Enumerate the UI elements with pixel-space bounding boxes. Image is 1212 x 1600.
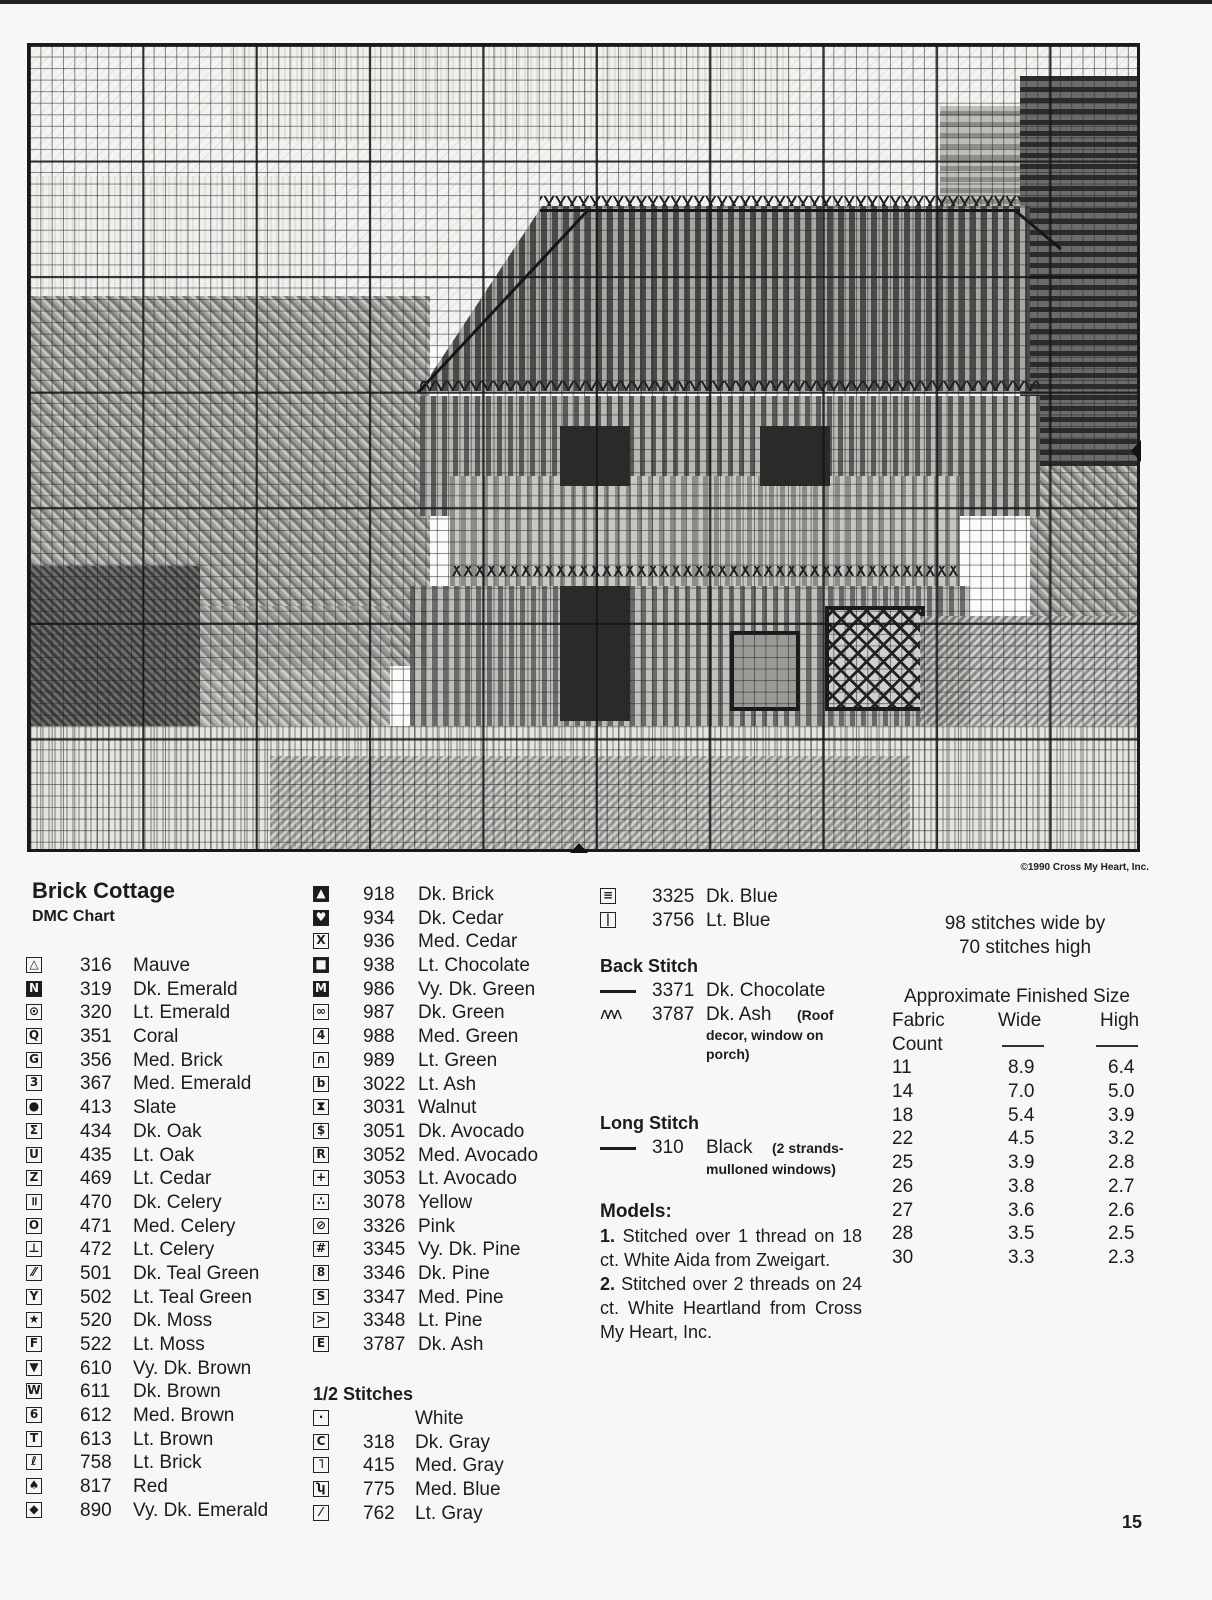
copyright-text: ©1990 Cross My Heart, Inc. [1020, 862, 1149, 873]
legend-row-3756 [600, 909, 880, 933]
color-name: Med. Green [418, 1026, 519, 1048]
dmc-number: 3022 [363, 1073, 406, 1095]
cell-wide: 5.4 [1008, 1104, 1035, 1126]
center-marker-right-icon [1131, 440, 1141, 462]
back-stitch-row-3371 [600, 979, 880, 1003]
cell-count: 18 [892, 1104, 914, 1126]
dmc-number: 612 [80, 1405, 112, 1427]
cell-wide: 3.9 [1008, 1152, 1035, 1174]
color-name: Lt. Brown [133, 1428, 214, 1450]
dmc-number: 936 [363, 931, 395, 953]
legend-row-413 [26, 1096, 296, 1120]
color-name: Med. Emerald [133, 1073, 252, 1095]
letter-w-icon: W [27, 1383, 41, 1398]
header-count: Count [892, 1033, 943, 1055]
double-slash-icon: ⁄⁄ [26, 1265, 42, 1281]
letter-y-icon: Y [26, 1289, 42, 1305]
legend-row-817 [26, 1475, 296, 1499]
cell-count: 25 [892, 1152, 914, 1174]
dmc-number: 986 [363, 978, 395, 1000]
table-row [892, 1222, 1142, 1246]
down-triangle-icon: ▼ [26, 1360, 42, 1376]
triangle-outline-icon: △ [26, 957, 42, 973]
usage-note-line3: porch) [706, 1046, 750, 1063]
long-stitch-row-310 [600, 1136, 880, 1160]
dmc-number: 469 [80, 1168, 112, 1190]
dmc-number: 3787 [363, 1334, 406, 1356]
cell-count: 26 [892, 1175, 914, 1197]
legend-row-612 [26, 1404, 296, 1428]
color-name: Lt. Brick [133, 1452, 202, 1474]
usage-note-cont [600, 1026, 880, 1064]
color-name: Walnut [418, 1097, 477, 1119]
color-name: Coral [133, 1026, 179, 1048]
legend-row-3022 [313, 1073, 583, 1097]
dmc-number: 613 [80, 1428, 112, 1450]
dmc-number: 918 [363, 884, 395, 905]
dmc-number: 319 [80, 978, 112, 1000]
legend-row-320 [26, 1001, 296, 1025]
cell-wide: 8.9 [1008, 1057, 1035, 1079]
dmc-number: 611 [80, 1381, 111, 1403]
color-name: Dk. Oak [133, 1120, 202, 1142]
dmc-number: 434 [80, 1120, 112, 1142]
cell-high: 2.7 [1108, 1175, 1135, 1197]
legend-row-367 [26, 1072, 296, 1096]
color-name: Dk. Pine [418, 1263, 490, 1284]
dmc-number: 520 [80, 1310, 112, 1332]
color-name: Dk. Avocado [418, 1120, 525, 1142]
letter-z-icon: Z [26, 1170, 42, 1186]
back-stitch-row-3787 [600, 1003, 880, 1027]
cell-wide: 4.5 [1008, 1128, 1035, 1150]
header-rule-high [1096, 1045, 1138, 1047]
legend-row-469 [26, 1167, 296, 1191]
numeral-4-icon: 4 [313, 1028, 329, 1044]
cell-high: 2.3 [1108, 1246, 1135, 1268]
cross-stitch-chart-grid [27, 43, 1140, 852]
legend-row-758 [26, 1451, 296, 1475]
dots-icon: ∴ [313, 1194, 329, 1210]
dmc-number: 3371 [652, 980, 695, 1001]
stitch-dimensions [915, 912, 1135, 960]
legend-row-987 [313, 1001, 583, 1025]
dmc-number: 988 [363, 1026, 395, 1048]
dmc-number: 472 [80, 1239, 112, 1261]
center-marker-bottom-icon [570, 843, 588, 853]
solid-line-icon [600, 1147, 636, 1150]
cell-count: 30 [892, 1246, 914, 1268]
color-name: Dk. Moss [133, 1310, 213, 1332]
dmc-number: 318 [363, 1431, 395, 1453]
dmc-number: 3326 [363, 1215, 406, 1237]
page-top-edge [0, 0, 1212, 4]
dmc-number: 310 [652, 1137, 684, 1158]
color-name: Med. Blue [415, 1479, 501, 1501]
color-name: Dk. Blue [706, 886, 778, 907]
cell-high: 2.6 [1108, 1199, 1135, 1221]
letter-x-icon: X [313, 933, 329, 949]
color-name: Mauve [133, 955, 191, 976]
legend-row-936 [313, 930, 583, 954]
header-wide: Wide [998, 1010, 1042, 1031]
dmc-number: 3346 [363, 1263, 406, 1284]
legend-row-989 [313, 1049, 583, 1073]
dmc-number: 3031 [363, 1097, 406, 1119]
legend-row-471 [26, 1215, 296, 1239]
cell-count: 22 [892, 1128, 914, 1150]
up-tack-icon: ⊥ [26, 1241, 42, 1257]
cell-wide: 3.8 [1008, 1175, 1035, 1197]
script-l-icon: ℓ [26, 1454, 42, 1470]
circle-outline-icon: O [26, 1218, 42, 1234]
wavy-line-icon: ᴧᴧᴧ [600, 1003, 620, 1023]
color-name: Lt. Avocado [418, 1168, 517, 1190]
color-name: Yellow [418, 1191, 473, 1213]
color-name: Lt. Ash [418, 1073, 477, 1095]
hook-glyph-icon: ʮ [313, 1481, 329, 1497]
legend-row-3053 [313, 1167, 583, 1191]
dmc-number: 3787 [652, 1003, 695, 1025]
usage-note-line2: decor, window on [706, 1027, 824, 1044]
dmc-number: 367 [80, 1073, 112, 1095]
model-item-2 [600, 1272, 862, 1344]
cell-high: 3.9 [1108, 1104, 1135, 1126]
slash-icon: ⁄ [313, 1505, 329, 1521]
letter-m-icon: M [313, 981, 329, 997]
table-row [892, 1056, 1142, 1080]
back-stitch-heading: Back Stitch [600, 956, 699, 976]
table-row [892, 1080, 1142, 1104]
legend-row-318 [313, 1431, 583, 1455]
color-name: Lt. Moss [133, 1334, 205, 1355]
back-stitch-section [600, 953, 880, 1064]
numeral-6-icon: 6 [26, 1407, 42, 1423]
dmc-number: 435 [80, 1144, 112, 1166]
dmc-number: 3052 [363, 1144, 406, 1166]
legend-row-3031 [313, 1096, 583, 1120]
vertical-bar-icon: | [600, 912, 616, 928]
legend-row-435 [26, 1144, 296, 1168]
color-name: Vy. Dk. Emerald [133, 1499, 269, 1521]
color-name: Vy. Dk. Brown [133, 1357, 252, 1379]
color-name: Dk. Cedar [418, 907, 504, 929]
color-name: Dk. Ash [418, 1334, 484, 1356]
legend-row-3348 [313, 1309, 583, 1333]
color-name: Dk. Green [418, 1002, 505, 1024]
dmc-number: 415 [363, 1455, 395, 1477]
dmc-number: 3325 [652, 886, 695, 907]
page-number: 15 [1122, 1512, 1143, 1532]
letter-s-icon: S [313, 1289, 329, 1305]
legend-row-3345 [313, 1238, 583, 1262]
color-name: Dk. Brown [133, 1381, 221, 1403]
model-number: 1. [600, 1226, 616, 1246]
table-row [892, 1127, 1142, 1151]
hourglass-icon: ⧗ [313, 1099, 329, 1115]
dmc-number: 987 [363, 1002, 395, 1024]
table-row [892, 1246, 1142, 1270]
dimensions-line-1: 98 stitches wide by [944, 913, 1106, 934]
color-name: Med. Celery [133, 1215, 236, 1237]
center-dot-icon: · [313, 1410, 329, 1426]
table-row [892, 1104, 1142, 1128]
color-name: Lt. Oak [133, 1144, 195, 1166]
letter-n-icon: N [26, 981, 42, 997]
dmc-number: 610 [80, 1357, 112, 1379]
dmc-number: 3347 [363, 1286, 406, 1308]
dmc-number: 758 [80, 1452, 112, 1474]
dotted-circle-icon: ⊙ [26, 1004, 42, 1020]
color-name: Red [133, 1476, 168, 1498]
diamond-icon: ◆ [26, 1502, 42, 1518]
legend-row-762 [313, 1502, 583, 1526]
legend-row-316 [26, 954, 296, 978]
color-name: Med. Pine [418, 1286, 504, 1308]
legend-row-988 [313, 1025, 583, 1049]
cell-count: 27 [892, 1199, 914, 1221]
legend-row-3325 [600, 885, 880, 909]
model-text: Stitched over 2 threads on 24 ct. White Heartland from Cross My Heart, Inc. [600, 1274, 862, 1342]
table-header-row-2 [892, 1033, 1142, 1057]
legend-row-3051 [313, 1120, 583, 1144]
dmc-number: 934 [363, 907, 395, 929]
color-name: Lt. Gray [415, 1502, 483, 1524]
cell-wide: 3.3 [1008, 1246, 1035, 1268]
legend-row-3326 [313, 1215, 583, 1239]
up-triangle-filled-icon: ▲ [313, 886, 329, 902]
color-name: Lt. Teal Green [133, 1286, 253, 1308]
color-name: Dk. Celery [133, 1191, 222, 1213]
legend-row-3078 [313, 1191, 583, 1215]
cell-wide: 3.6 [1008, 1199, 1035, 1221]
slashed-circle-icon: ⊘ [313, 1218, 329, 1234]
table-row [892, 1151, 1142, 1175]
dmc-number: 501 [80, 1262, 112, 1284]
greater-than-icon: > [313, 1312, 329, 1328]
legend-row-613 [26, 1428, 296, 1452]
hash-icon: # [313, 1241, 329, 1257]
legend-row-611 [26, 1380, 296, 1404]
letter-f-icon: F [26, 1336, 42, 1352]
legend-row-918 [313, 883, 583, 907]
legend-row-3052 [313, 1144, 583, 1168]
legend-row-415 [313, 1454, 583, 1478]
dmc-number: 989 [363, 1049, 395, 1071]
numeral-8-icon: 8 [313, 1265, 329, 1281]
dmc-number: 3756 [652, 909, 695, 931]
header-rule-wide [1002, 1045, 1044, 1047]
color-name: Pink [418, 1215, 455, 1237]
dmc-number: 3345 [363, 1239, 406, 1261]
numeral-3-icon: 3 [26, 1075, 42, 1091]
table-row [892, 1175, 1142, 1199]
legend-row-775 [313, 1478, 583, 1502]
cell-high: 5.0 [1108, 1081, 1135, 1103]
wavy-lines-icon: ≡ [600, 888, 616, 904]
header-high: High [1100, 1010, 1140, 1031]
legend-row-501 [26, 1262, 296, 1286]
filled-square-icon: ■ [313, 957, 329, 973]
letter-q-icon: Q [26, 1028, 42, 1044]
color-name: Vy. Dk. Green [418, 978, 536, 1000]
dmc-number: 762 [363, 1502, 395, 1524]
usage-note: (Roof [797, 1006, 834, 1023]
legend-row-351 [26, 1025, 296, 1049]
long-stitch-heading: Long Stitch [600, 1113, 699, 1133]
color-name: Dk. Gray [415, 1431, 490, 1453]
table-row [892, 1199, 1142, 1223]
legend-row-434 [26, 1120, 296, 1144]
letter-r-icon: R [313, 1147, 329, 1163]
dmc-number: 817 [80, 1476, 112, 1498]
legend-row-3347 [313, 1286, 583, 1310]
half-stitches-section [313, 1381, 583, 1525]
letter-c-icon: C [313, 1434, 329, 1450]
cell-count: 14 [892, 1081, 914, 1103]
legend-column-3 [600, 885, 880, 932]
double-bar-icon: ॥ [26, 1194, 42, 1210]
color-name: Med. Avocado [418, 1144, 539, 1166]
legend-row-938 [313, 954, 583, 978]
dmc-number: 3053 [363, 1168, 406, 1190]
dmc-number: 3078 [363, 1191, 406, 1213]
color-name: Lt. Blue [706, 909, 771, 931]
legend-row-610 [26, 1357, 296, 1381]
color-name: Lt. Emerald [133, 1002, 231, 1024]
dmc-number: 3348 [363, 1310, 406, 1332]
dmc-number: 502 [80, 1286, 112, 1308]
dmc-number: 890 [80, 1499, 112, 1521]
legend-row-3787 [313, 1333, 583, 1357]
color-name: Dk. Chocolate [706, 980, 826, 1001]
finished-size-caption: Approximate Finished Size [904, 986, 1130, 1007]
cell-count: 11 [892, 1057, 912, 1079]
chart-subtitle: DMC Chart [32, 908, 115, 925]
plus-icon: + [313, 1170, 329, 1186]
color-name: Med. Cedar [418, 931, 518, 953]
heart-icon: ♥ [313, 910, 329, 926]
table-header-row [892, 1009, 1142, 1033]
legend-column-1 [26, 954, 296, 1523]
color-name: Dk. Brick [418, 884, 494, 905]
models-section [600, 1200, 862, 1344]
cell-high: 2.5 [1108, 1223, 1135, 1245]
dmc-number: 351 [80, 1026, 112, 1048]
dmc-number: 471 [80, 1215, 112, 1237]
stitch-grid-lines [30, 46, 1137, 849]
legend-row-319 [26, 978, 296, 1002]
dmc-number: 775 [363, 1479, 395, 1501]
legend-row-356 [26, 1049, 296, 1073]
filled-circle-icon: ● [26, 1099, 42, 1115]
color-name: Lt. Chocolate [418, 955, 530, 977]
star-icon: ★ [26, 1312, 42, 1328]
dmc-number: 938 [363, 955, 395, 977]
legend-row-502 [26, 1286, 296, 1310]
legend-row-470 [26, 1191, 296, 1215]
infinity-icon: ∞ [313, 1004, 329, 1020]
cell-count: 28 [892, 1223, 914, 1245]
model-item-1 [600, 1224, 862, 1272]
dollar-icon: $ [313, 1123, 329, 1139]
color-name: Med. Brown [133, 1405, 235, 1427]
color-name: Lt. Celery [133, 1239, 215, 1261]
corner-bracket-icon: ˥ [313, 1457, 329, 1473]
legend-column-2 [313, 883, 583, 1357]
color-name: Med. Brick [133, 1049, 223, 1071]
legend-row-522 [26, 1333, 296, 1357]
long-stitch-section [600, 1110, 880, 1179]
dmc-number: 522 [80, 1334, 112, 1355]
usage-note: (2 strands- [772, 1140, 844, 1156]
dmc-number: 470 [80, 1191, 112, 1213]
letter-b-icon: b [313, 1076, 329, 1092]
arch-icon: ∩ [313, 1052, 329, 1068]
color-name: Vy. Dk. Pine [418, 1239, 521, 1261]
color-name: Black [706, 1137, 753, 1158]
color-name: Lt. Pine [418, 1310, 483, 1332]
chart-title: Brick Cottage [32, 878, 176, 903]
models-heading: Models: [600, 1201, 672, 1222]
legend-row-934 [313, 907, 583, 931]
cell-wide: 3.5 [1008, 1223, 1035, 1245]
color-name: Lt. Cedar [133, 1168, 212, 1190]
usage-note-line2: mulloned windows) [706, 1160, 836, 1177]
cell-high: 6.4 [1108, 1057, 1135, 1079]
dmc-number: 316 [80, 955, 112, 976]
dmc-number: 3051 [363, 1120, 406, 1142]
color-name: Lt. Green [418, 1049, 498, 1071]
legend-row-white [313, 1407, 583, 1431]
letter-g-icon: G [26, 1052, 42, 1068]
cell-wide: 7.0 [1008, 1081, 1035, 1103]
half-stitches-heading: 1/2 Stitches [313, 1384, 414, 1404]
letter-e-icon: E [313, 1336, 329, 1352]
sigma-icon: Σ [26, 1123, 42, 1139]
dimensions-line-2: 70 stitches high [958, 937, 1092, 958]
cell-high: 3.2 [1108, 1128, 1135, 1150]
legend-row-3346 [313, 1262, 583, 1286]
cell-high: 2.8 [1108, 1152, 1135, 1174]
legend-row-520 [26, 1309, 296, 1333]
spade-icon: ♠ [26, 1478, 42, 1494]
color-name: White [415, 1408, 464, 1429]
model-text: Stitched over 1 thread on 18 ct. White Aida from Zweigart. [600, 1226, 862, 1270]
model-number: 2. [600, 1274, 616, 1294]
header-fabric: Fabric [892, 1010, 945, 1031]
dmc-number: 413 [80, 1097, 112, 1119]
color-name: Dk. Ash [706, 1003, 772, 1025]
color-name: Dk. Emerald [133, 978, 238, 1000]
letter-t-icon: T [26, 1431, 42, 1447]
color-name: Dk. Teal Green [133, 1262, 260, 1284]
dmc-number: 356 [80, 1049, 112, 1071]
dmc-number: 320 [80, 1002, 112, 1024]
color-name: Med. Gray [415, 1455, 504, 1477]
legend-row-890 [26, 1499, 296, 1523]
legend-row-472 [26, 1238, 296, 1262]
finished-size-table [892, 985, 1142, 1270]
solid-line-icon [600, 990, 636, 993]
legend-row-986 [313, 978, 583, 1002]
color-name: Slate [133, 1097, 177, 1119]
letter-u-icon: U [26, 1147, 42, 1163]
